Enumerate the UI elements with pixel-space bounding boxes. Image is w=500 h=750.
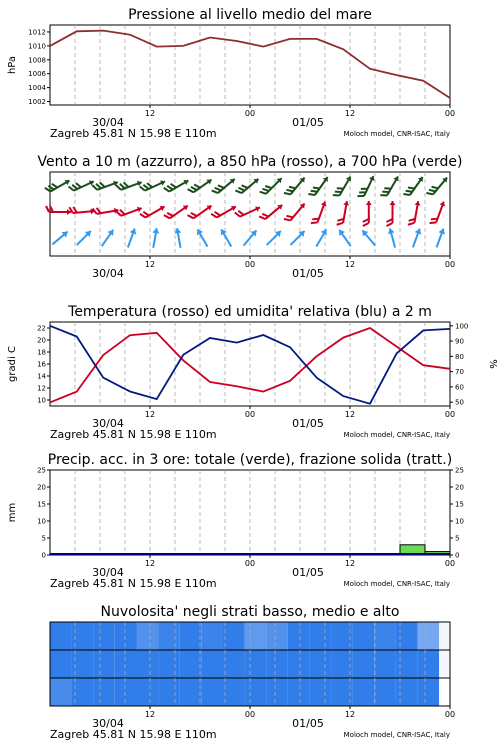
wind-barb — [336, 228, 353, 248]
cloud-cell — [180, 678, 202, 706]
chart-title: Precip. acc. in 3 ore: totale (verde), frazione solida (tratt.) — [47, 452, 453, 468]
y-tick-label: 22 — [37, 324, 46, 333]
x-tick-label: 12 — [144, 710, 156, 719]
wind-barb — [188, 201, 214, 223]
wind-barb — [380, 173, 400, 199]
wind-barb — [211, 201, 237, 221]
cloud-cell — [353, 678, 375, 706]
y2-tick-label: 90 — [455, 337, 464, 346]
cloud-cell — [266, 678, 288, 706]
y2-tick-label: 10 — [455, 517, 464, 526]
wind-barb — [50, 229, 70, 247]
cloud-cell — [266, 650, 288, 678]
cloud-cell — [439, 650, 450, 678]
y2-tick-label: 100 — [455, 322, 469, 331]
y-tick-label: 10 — [37, 517, 46, 526]
cloud-cell — [137, 622, 159, 650]
cloud-cell — [331, 622, 353, 650]
wind-barb — [426, 174, 449, 199]
wind-barb — [308, 174, 330, 200]
wind-barb — [313, 228, 329, 249]
cloud-cell — [223, 622, 245, 650]
y-tick-label: 1004 — [28, 84, 46, 93]
y2-tick-label: 60 — [455, 383, 464, 392]
wind-barb — [337, 200, 350, 226]
x-tick-label: 00 — [444, 710, 456, 719]
panel-precipitation — [7, 452, 464, 590]
wind-barb — [357, 173, 376, 199]
cloud-cell — [223, 650, 245, 678]
x-tick-label: 12 — [144, 559, 156, 568]
model-credit: Moloch model, CNR-ISAC, Italy — [343, 431, 450, 439]
cloud-cell — [180, 650, 202, 678]
wind-barb — [235, 174, 260, 197]
cloud-cell — [418, 650, 440, 678]
y-axis-label: mm — [7, 502, 18, 523]
wind-barb — [284, 200, 307, 225]
x-tick-label: 12 — [344, 109, 356, 118]
cloud-cell — [50, 678, 72, 706]
wind-barb — [403, 174, 425, 200]
cloud-cell — [93, 650, 115, 678]
y-tick-label: 25 — [37, 466, 46, 475]
cloud-cell — [180, 622, 202, 650]
cloud-cell — [158, 622, 180, 650]
cloud-cell — [50, 622, 72, 650]
wind-barb — [259, 200, 284, 223]
date-label: 01/05 — [292, 717, 324, 730]
cloud-cell — [201, 622, 223, 650]
y2-tick-label: 20 — [455, 483, 464, 492]
cloud-cell — [396, 650, 418, 678]
x-tick-label: 00 — [244, 559, 256, 568]
wind-barb — [92, 177, 119, 194]
wind-barb — [218, 228, 234, 249]
cloud-cell — [310, 650, 332, 678]
wind-barb — [433, 227, 446, 248]
cloud-cell — [201, 650, 223, 678]
plot-frame — [50, 25, 450, 105]
x-tick-label: 12 — [144, 260, 156, 269]
date-label: 30/04 — [92, 717, 124, 730]
date-label: 01/05 — [292, 417, 324, 430]
model-credit: Moloch model, CNR-ISAC, Italy — [343, 130, 450, 138]
model-credit: Moloch model, CNR-ISAC, Italy — [343, 731, 450, 739]
cloud-cell — [396, 678, 418, 706]
cloud-cell — [223, 678, 245, 706]
date-label: 01/05 — [292, 116, 324, 129]
cloud-cell — [93, 678, 115, 706]
date-label: 01/05 — [292, 267, 324, 280]
wind-barb — [260, 174, 284, 198]
cloud-cell — [396, 622, 418, 650]
x-tick-label: 00 — [444, 260, 456, 269]
y-tick-label: 14 — [37, 372, 46, 381]
wind-barb — [93, 204, 119, 217]
y-axis-label: gradi C — [7, 346, 18, 382]
y-tick-label: 12 — [37, 384, 46, 393]
cloud-cell — [439, 678, 450, 706]
y-axis-label: hPa — [7, 55, 18, 75]
wind-barb — [235, 202, 261, 221]
date-label: 30/04 — [92, 267, 124, 280]
wind-barb — [284, 174, 307, 199]
wind-barb — [150, 228, 160, 249]
x-tick-label: 12 — [344, 710, 356, 719]
cloud-cell — [331, 650, 353, 678]
y-tick-label: 0 — [41, 551, 46, 560]
location-label: Zagreb 45.81 N 15.98 E 110m — [50, 127, 217, 140]
location-label: Zagreb 45.81 N 15.98 E 110m — [50, 577, 217, 590]
location-label: Zagreb 45.81 N 15.98 E 110m — [50, 428, 217, 441]
wind-barb — [140, 176, 166, 195]
x-tick-label: 12 — [344, 559, 356, 568]
cloud-cell — [245, 650, 267, 678]
cloud-cell — [418, 678, 440, 706]
panel-temperature-humidity — [7, 304, 498, 441]
date-label: 30/04 — [92, 417, 124, 430]
y-tick-label: 1010 — [28, 42, 46, 51]
cloud-cell — [137, 678, 159, 706]
cloud-cell — [374, 622, 396, 650]
x-tick-label: 00 — [444, 109, 456, 118]
cloud-cell — [353, 650, 375, 678]
x-tick-label: 00 — [244, 109, 256, 118]
y-tick-label: 1006 — [28, 70, 46, 79]
y-tick-label: 20 — [37, 336, 46, 345]
y-tick-label: 10 — [37, 396, 46, 405]
wind-barb — [410, 227, 423, 248]
wind-barb — [387, 227, 399, 248]
wind-barb — [363, 201, 372, 226]
y2-tick-label: 0 — [455, 551, 460, 560]
cloud-cell — [353, 622, 375, 650]
wind-barb — [125, 227, 138, 248]
cloud-cell — [374, 650, 396, 678]
cloud-cell — [158, 650, 180, 678]
wind-barb — [69, 176, 95, 195]
cloud-cell — [245, 622, 267, 650]
cloud-cell — [115, 678, 137, 706]
cloud-cell — [115, 650, 137, 678]
y2-tick-label: 50 — [455, 398, 464, 407]
y-tick-label: 1002 — [28, 98, 46, 107]
y2-tick-label: 25 — [455, 466, 464, 475]
x-tick-label: 00 — [444, 410, 456, 419]
wind-barb — [74, 228, 93, 247]
y-tick-label: 18 — [37, 348, 46, 357]
y-tick-label: 20 — [37, 483, 46, 492]
wind-barb — [408, 200, 421, 226]
cloud-cell — [331, 678, 353, 706]
wind-barb — [164, 201, 190, 223]
wind-barb — [99, 228, 116, 248]
cloud-cell — [201, 678, 223, 706]
cloud-cell — [288, 650, 310, 678]
y2-tick-label: 80 — [455, 352, 464, 361]
wind-barb — [387, 201, 396, 226]
wind-barb — [116, 203, 143, 220]
x-tick-label: 12 — [344, 260, 356, 269]
date-label: 30/04 — [92, 566, 124, 579]
panel-cloud-cover — [50, 604, 455, 741]
x-tick-label: 12 — [144, 410, 156, 419]
y-tick-label: 1008 — [28, 56, 46, 65]
wind-barb — [164, 175, 190, 195]
wind-barb — [194, 228, 210, 249]
cloud-cell — [115, 622, 137, 650]
model-credit: Moloch model, CNR-ISAC, Italy — [343, 580, 450, 588]
wind-barb — [140, 201, 166, 221]
cloud-cell — [310, 678, 332, 706]
date-label: 01/05 — [292, 566, 324, 579]
x-tick-label: 12 — [344, 410, 356, 419]
y-tick-label: 16 — [37, 360, 46, 369]
date-label: 30/04 — [92, 116, 124, 129]
panel-pressure — [7, 7, 455, 140]
wind-barb — [288, 228, 307, 247]
x-tick-label: 12 — [144, 109, 156, 118]
cloud-cell — [50, 650, 72, 678]
cloud-cell — [288, 678, 310, 706]
y2-axis-label: % — [487, 359, 498, 369]
x-tick-label: 00 — [244, 260, 256, 269]
chart-title: Pressione al livello medio del mare — [128, 7, 372, 23]
y-tick-label: 1012 — [28, 28, 46, 37]
chart-title: Nuvolosita' negli strati basso, medio e alto — [100, 604, 400, 620]
y2-tick-label: 5 — [455, 534, 460, 543]
x-tick-label: 00 — [244, 410, 256, 419]
chart-title: Temperatura (rosso) ed umidita' relativa (blu) a 2 m — [68, 304, 432, 320]
wind-barb — [264, 228, 283, 247]
y-tick-label: 5 — [41, 534, 46, 543]
cloud-cell — [158, 678, 180, 706]
cloud-cell — [288, 622, 310, 650]
y2-tick-label: 15 — [455, 500, 464, 509]
wind-barb — [212, 174, 237, 197]
wind-barb — [69, 205, 95, 216]
wind-barb — [188, 175, 214, 197]
panel-wind — [37, 154, 462, 280]
cloud-cell — [266, 622, 288, 650]
y2-tick-label: 70 — [455, 368, 464, 377]
cloud-cell — [137, 650, 159, 678]
wind-barb — [430, 200, 447, 227]
cloud-cell — [310, 622, 332, 650]
wind-barb — [45, 175, 71, 195]
cloud-cell — [439, 622, 450, 650]
location-label: Zagreb 45.81 N 15.98 E 110m — [50, 728, 217, 741]
x-tick-label: 00 — [444, 559, 456, 568]
x-tick-label: 00 — [244, 710, 256, 719]
chart-title: Vento a 10 m (azzurro), a 850 hPa (rosso), a 700 hPa (verde) — [37, 154, 463, 170]
y-tick-label: 15 — [37, 500, 46, 509]
cloud-cell — [418, 622, 440, 650]
wind-barb — [116, 177, 143, 194]
cloud-cell — [374, 678, 396, 706]
cloud-cell — [93, 622, 115, 650]
cloud-cell — [245, 678, 267, 706]
